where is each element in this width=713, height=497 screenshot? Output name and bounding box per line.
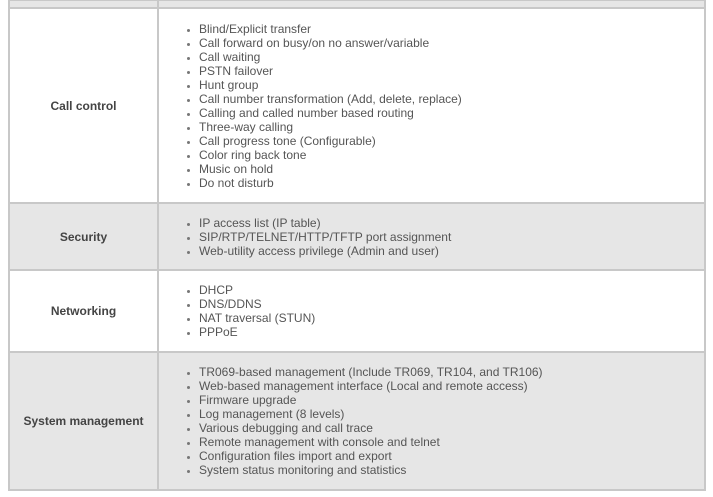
list-item: • Web-utility access privilege (Admin and user) <box>199 244 704 258</box>
feature-list-networking <box>159 283 704 339</box>
row-label-security: Security <box>9 203 158 270</box>
list-item: • Log management (8 levels) <box>199 407 704 421</box>
table-row-call-control <box>9 8 705 203</box>
list-item: • Call forward on busy/on no answer/variable <box>199 36 704 50</box>
list-item: • Firmware upgrade <box>199 393 704 407</box>
list-item: • Hunt group <box>199 78 704 92</box>
list-item: • Calling and called number based routing <box>199 106 704 120</box>
list-item: • Various debugging and call trace <box>199 421 704 435</box>
list-item: • SIP/RTP/TELNET/HTTP/TFTP port assignment <box>199 230 704 244</box>
row-values-top-partial <box>158 0 705 8</box>
list-item: • TR069-based management (Include TR069, TR104, and TR106) <box>199 365 704 379</box>
row-label-top-partial <box>9 0 158 8</box>
list-item: • DNS/DDNS <box>199 297 704 311</box>
list-item: • Music on hold <box>199 162 704 176</box>
feature-spec-table <box>8 0 706 491</box>
list-item: • Call number transformation (Add, delete, replace) <box>199 92 704 106</box>
list-item: • Do not disturb <box>199 176 704 190</box>
list-item: • Blind/Explicit transfer <box>199 22 704 36</box>
list-item: • IP access list (IP table) <box>199 216 704 230</box>
list-item: • Configuration files import and export <box>199 449 704 463</box>
list-item: • PSTN failover <box>199 64 704 78</box>
list-item: • Remote management with console and telnet <box>199 435 704 449</box>
list-item: • System status monitoring and statistics <box>199 463 704 477</box>
row-label-system-management: System management <box>9 352 158 490</box>
feature-list-call-control <box>159 22 704 190</box>
feature-list-security <box>159 216 704 258</box>
list-item: • Call progress tone (Configurable) <box>199 134 704 148</box>
row-values-networking <box>158 270 705 352</box>
list-item: • NAT traversal (STUN) <box>199 311 704 325</box>
list-item: • Three-way calling <box>199 120 704 134</box>
row-label-call-control: Call control <box>9 8 158 203</box>
list-item: • Web-based management interface (Local and remote access) <box>199 379 704 393</box>
table-row-system-management <box>9 352 705 490</box>
table-row-networking <box>9 270 705 352</box>
table-row-top-partial <box>9 0 705 8</box>
list-item: • PPPoE <box>199 325 704 339</box>
table-row-security <box>9 203 705 270</box>
row-values-security <box>158 203 705 270</box>
feature-list-system-management <box>159 365 704 477</box>
row-values-system-management <box>158 352 705 490</box>
list-item: • Color ring back tone <box>199 148 704 162</box>
list-item: • DHCP <box>199 283 704 297</box>
row-values-call-control <box>158 8 705 203</box>
list-item: • Call waiting <box>199 50 704 64</box>
row-label-networking: Networking <box>9 270 158 352</box>
